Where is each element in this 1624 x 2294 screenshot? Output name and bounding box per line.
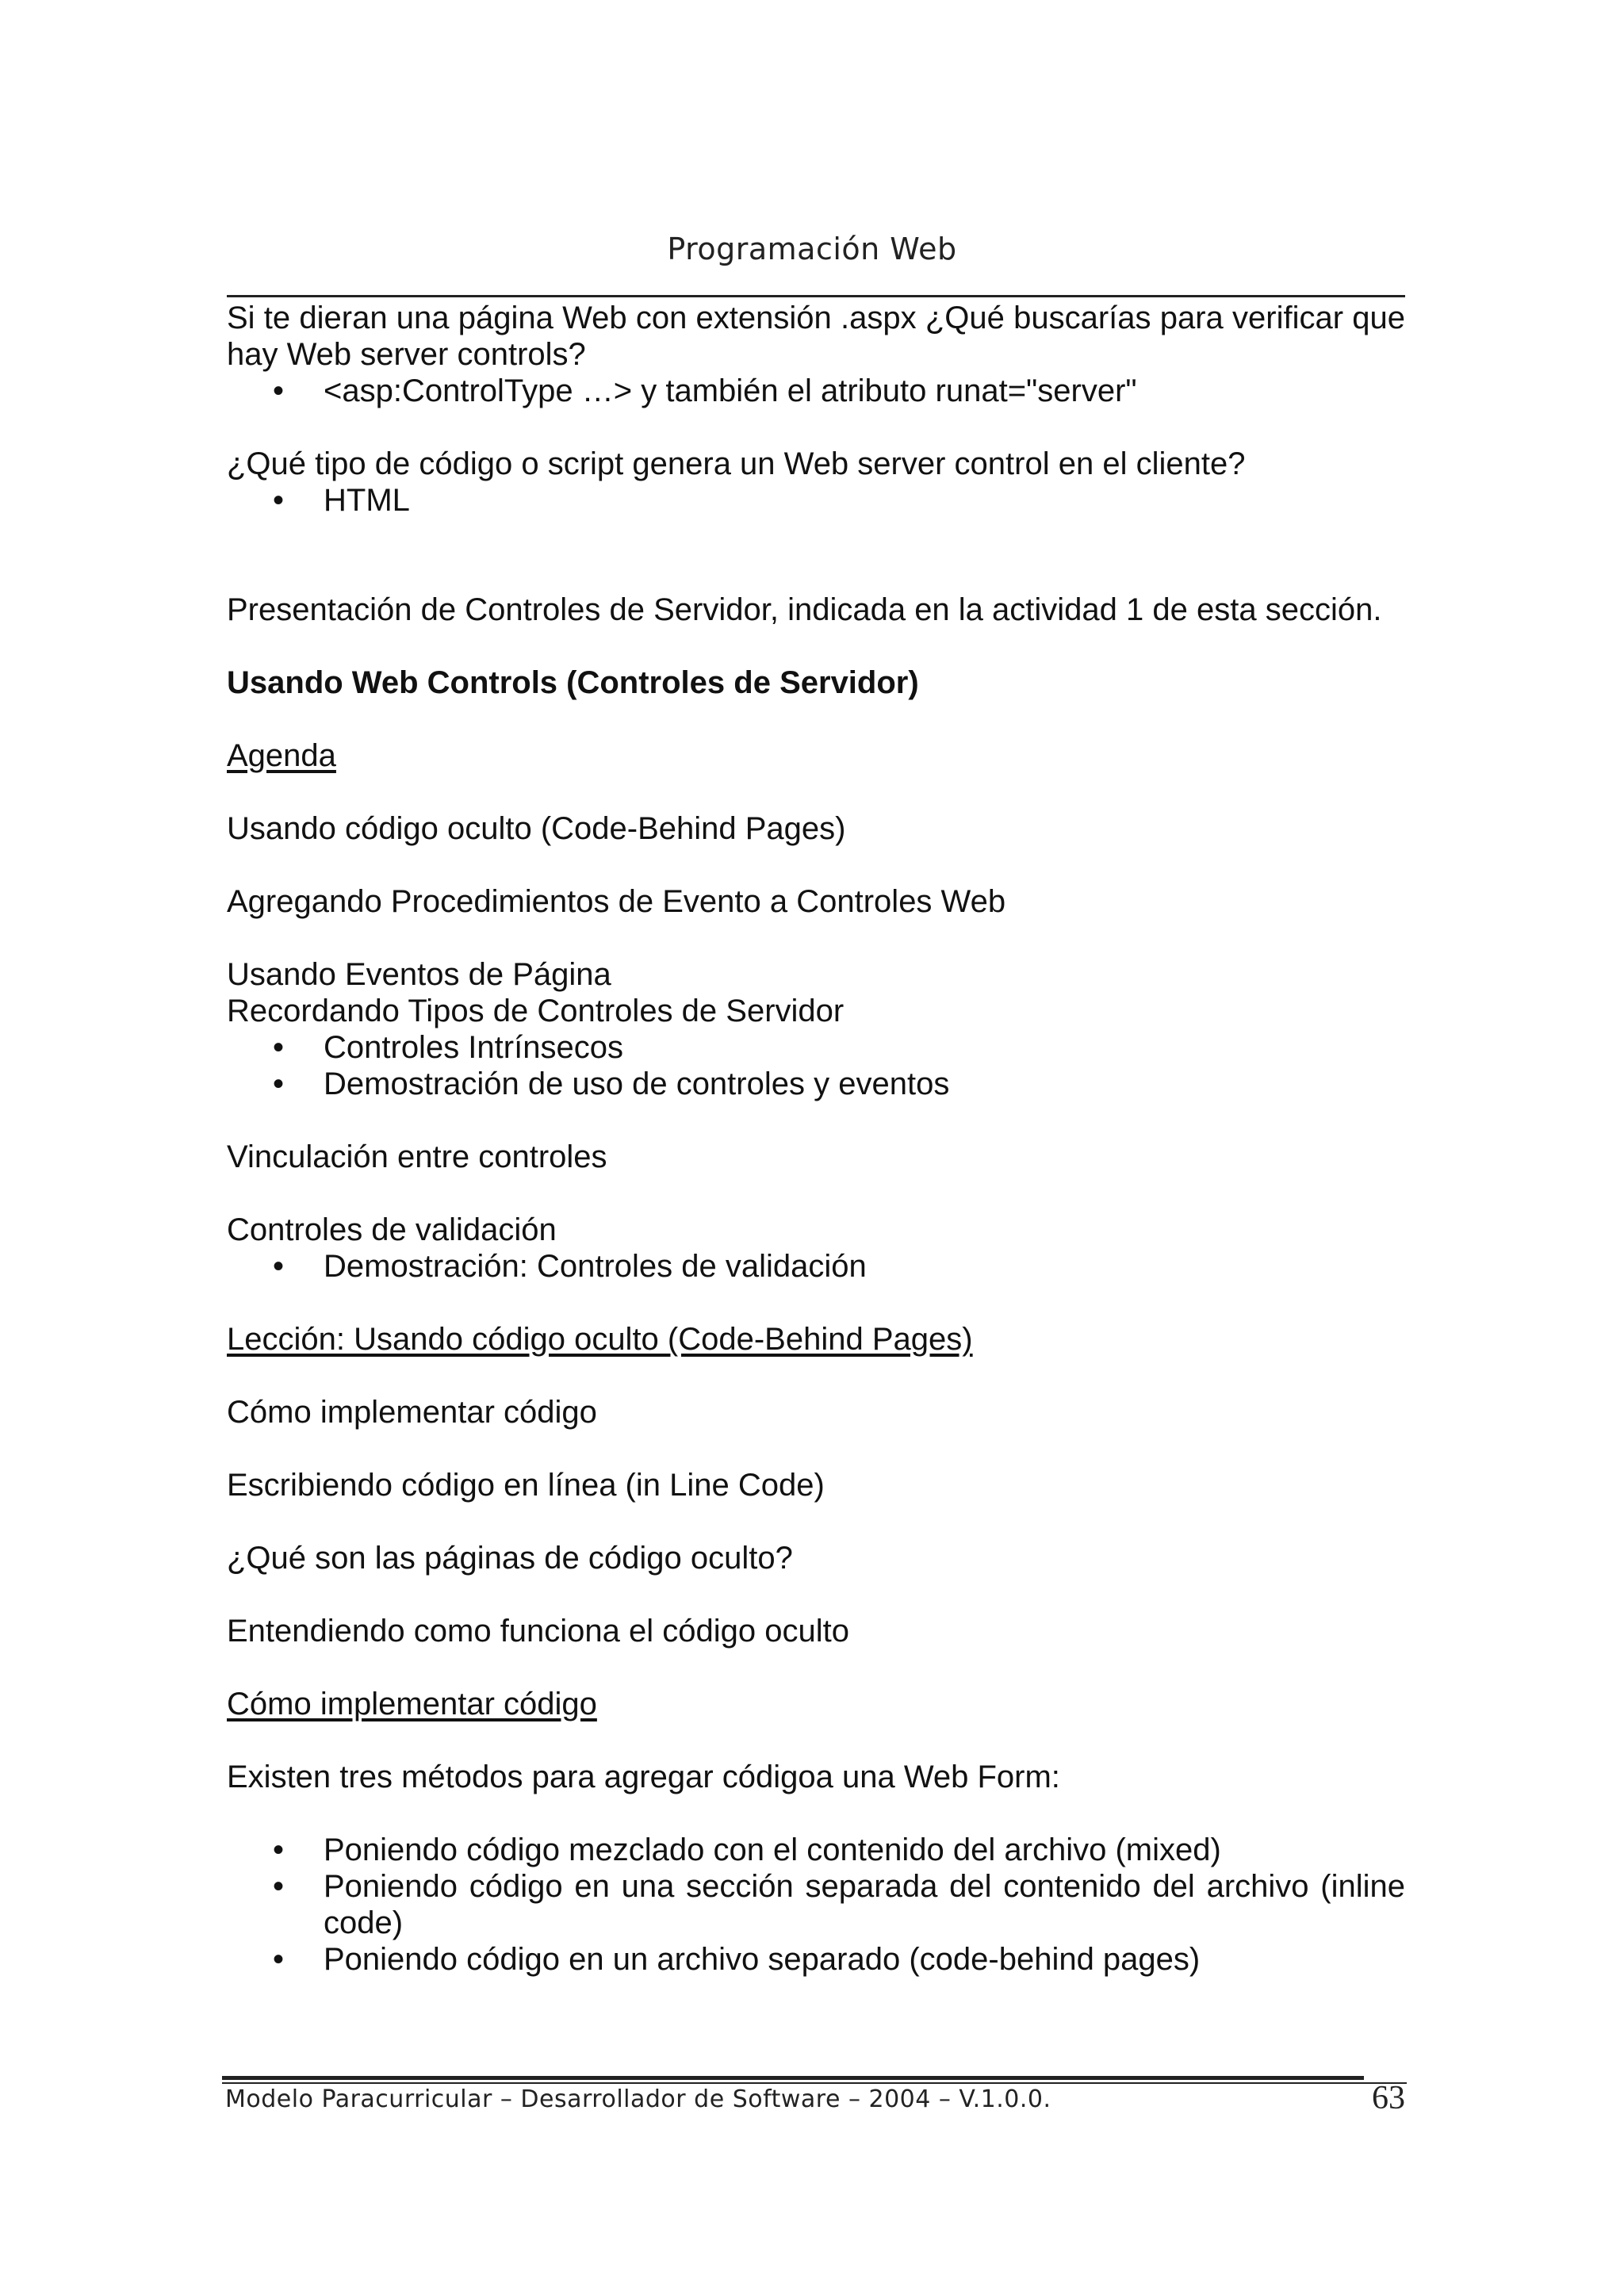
presentation-paragraph: Presentación de Controles de Servidor, indicada en la actividad 1 de esta sección. (227, 592, 1382, 627)
bullet-icon: • (273, 1833, 285, 1867)
implement-heading: Cómo implementar código (227, 1687, 597, 1721)
list-item: • Demostración de uso de controles y eventos (273, 1067, 950, 1101)
lesson-heading: Lección: Usando código oculto (Code-Behind Pages) (227, 1322, 973, 1357)
lesson-item: ¿Qué son las páginas de código oculto? (227, 1541, 793, 1576)
footer-divider-thin (222, 2082, 1407, 2084)
page-header-title: Programación Web (667, 232, 957, 266)
implement-bullet-list (227, 1832, 1405, 1978)
agenda-item-6-bullet-list (227, 1248, 1405, 1285)
question-1-bullet-list (227, 373, 1405, 409)
list-item: • HTML (273, 483, 410, 518)
list-item: • Demostración: Controles de validación (273, 1249, 867, 1284)
bullet-icon: • (273, 1249, 285, 1284)
implement-intro: Existen tres métodos para agregar códigoa una Web Form: (227, 1760, 1060, 1794)
agenda-item-4-bullet-list (227, 1029, 1405, 1102)
section-title: Usando Web Controls (Controles de Servidor) (227, 665, 919, 700)
bullet-icon: • (273, 1067, 285, 1101)
list-item: • Poniendo código en una sección separada del contenido del archivo (inline code) (273, 1869, 1405, 1940)
footer-divider-thick (222, 2076, 1364, 2080)
agenda-item: Usando Eventos de Página (227, 957, 611, 992)
footer-text: Modelo Paracurricular – Desarrollador de Software – 2004 – V.1.0.0. (225, 2085, 1051, 2113)
agenda-item: Controles de validación (227, 1212, 557, 1247)
agenda-heading: Agenda (227, 738, 336, 773)
lesson-item: Entendiendo como funciona el código oculto (227, 1614, 849, 1649)
bullet-icon: • (273, 483, 285, 518)
agenda-item: Recordando Tipos de Controles de Servidor (227, 994, 845, 1028)
lesson-item: Escribiendo código en línea (in Line Code) (227, 1468, 825, 1503)
bullet-icon: • (273, 1869, 285, 1904)
list-item: • Poniendo código mezclado con el contenido del archivo (mixed) (273, 1833, 1221, 1867)
page-content (227, 300, 1405, 1978)
header-divider (227, 295, 1405, 297)
question-2-bullet-list (227, 482, 1405, 519)
list-item: • Poniendo código en un archivo separado (code-behind pages) (273, 1942, 1201, 1977)
agenda-item: Agregando Procedimientos de Evento a Controles Web (227, 884, 1006, 919)
question-paragraph-2: ¿Qué tipo de código o script genera un Web server control en el cliente? (227, 446, 1246, 481)
bullet-icon: • (273, 1942, 285, 1977)
page-number: 63 (1372, 2080, 1405, 2116)
agenda-item: Usando código oculto (Code-Behind Pages) (227, 811, 846, 846)
lesson-item: Cómo implementar código (227, 1395, 597, 1430)
question-paragraph-1: Si te dieran una página Web con extensión .aspx ¿Qué buscarías para verificar que hay Web server controls? (227, 301, 1405, 372)
agenda-item: Vinculación entre controles (227, 1139, 607, 1174)
list-item: • <asp:ControlType …> y también el atributo runat="server" (273, 373, 1137, 408)
list-item: • Controles Intrínsecos (273, 1030, 623, 1065)
bullet-icon: • (273, 373, 285, 408)
bullet-icon: • (273, 1030, 285, 1065)
